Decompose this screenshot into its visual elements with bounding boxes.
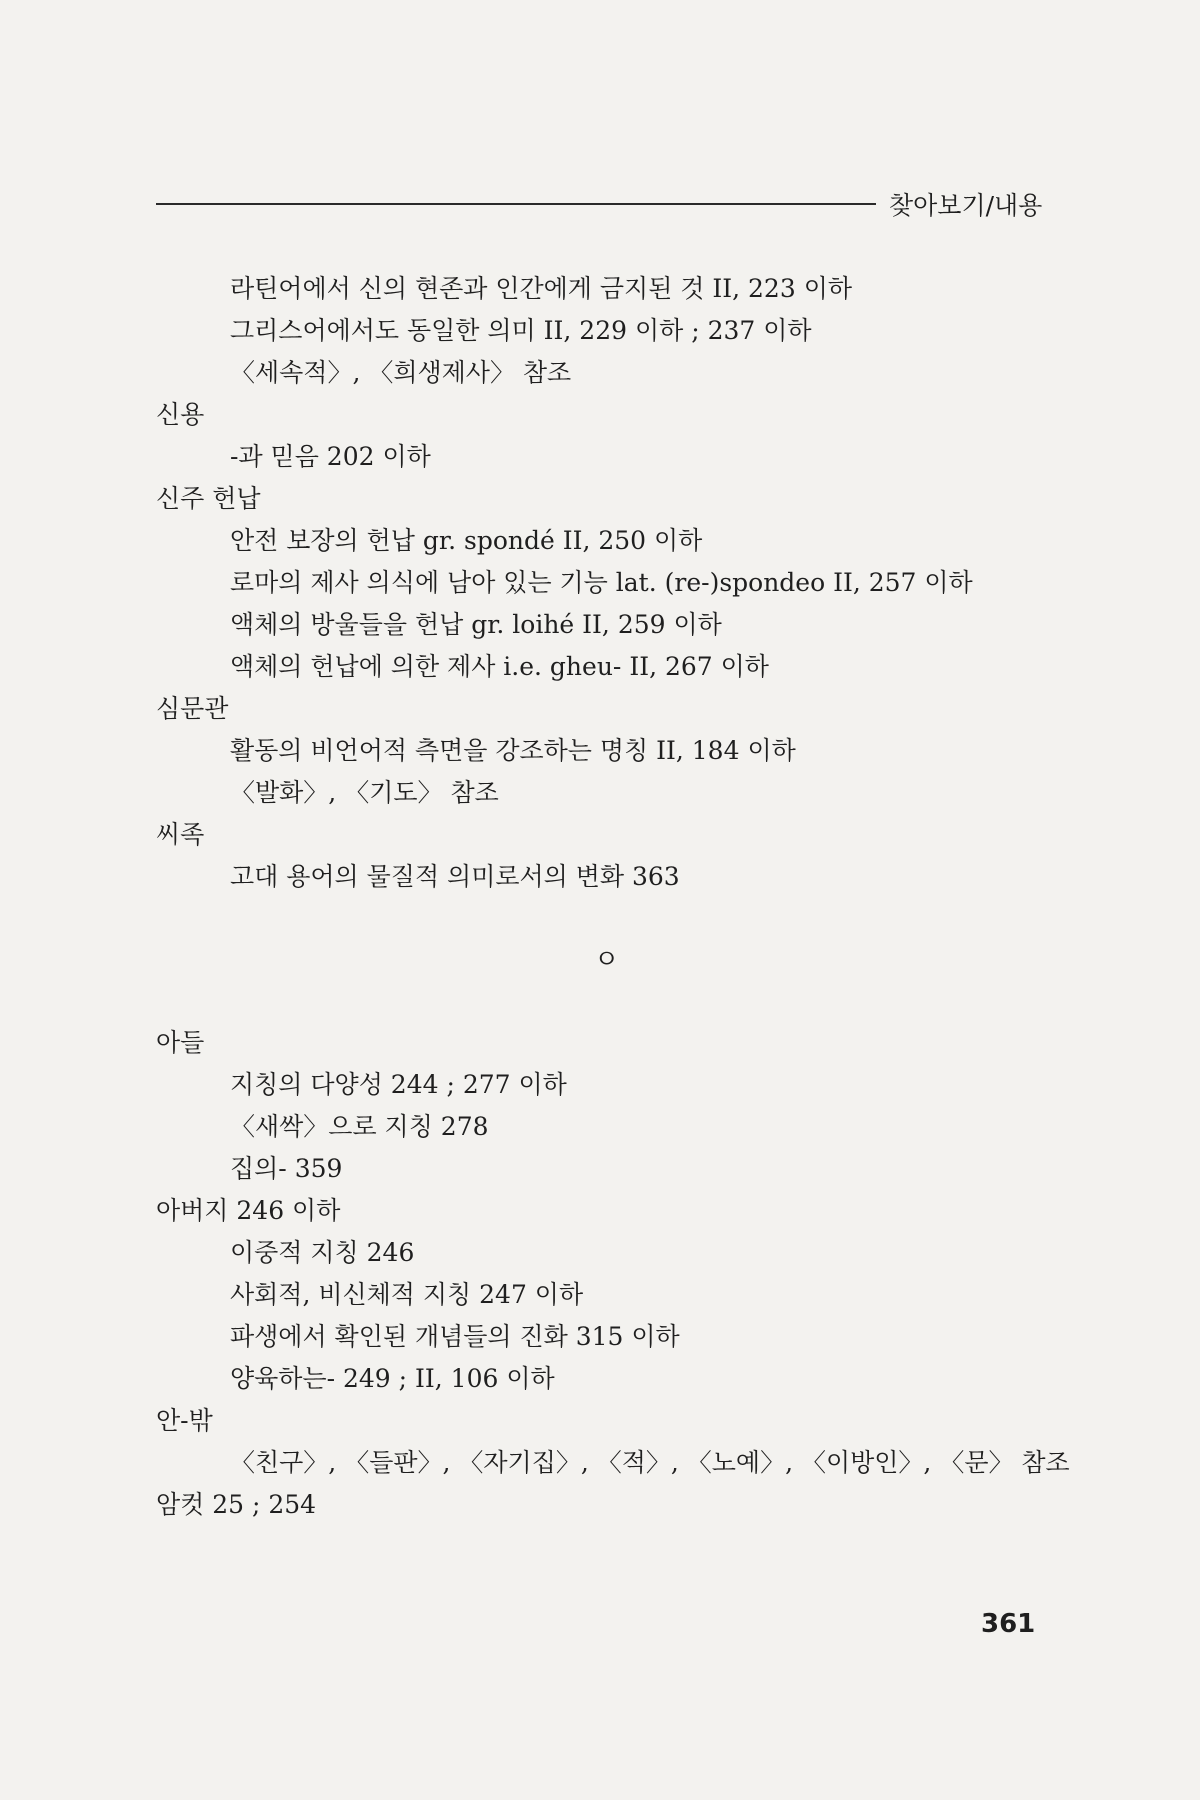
- index-entry-heading: 아들: [156, 1028, 205, 1057]
- index-subentry: 안전 보장의 헌납 gr. spondé II, 250 이하: [230, 526, 703, 555]
- index-subentry: 액체의 헌납에 의한 제사 i.e. gheu- II, 267 이하: [230, 652, 769, 681]
- index-subentry: 라틴어에서 신의 현존과 인간에게 금지된 것 II, 223 이하: [230, 274, 852, 303]
- index-subentry: 〈세속적〉, 〈희생제사〉 참조: [230, 358, 572, 387]
- index-entry-heading: 신주 헌납: [156, 484, 261, 513]
- index-entry-heading: 씨족: [156, 820, 205, 849]
- index-subentry: 〈새싹〉으로 지칭 278: [230, 1112, 489, 1141]
- index-entry-heading: 신용: [156, 400, 205, 429]
- index-subentry: -과 믿음 202 이하: [230, 442, 431, 471]
- index-entry-heading: 심문관: [156, 694, 229, 723]
- index-subentry: 파생에서 확인된 개념들의 진화 315 이하: [230, 1322, 680, 1351]
- index-subentry: 지칭의 다양성 244 ; 277 이하: [230, 1070, 567, 1099]
- index-subentry: 이중적 지칭 246: [230, 1238, 415, 1267]
- index-entry-heading: 안-밖: [156, 1406, 213, 1435]
- index-subentry: 사회적, 비신체적 지칭 247 이하: [230, 1280, 584, 1309]
- index-subentry: 로마의 제사 의식에 남아 있는 기능 lat. (re-)spondeo II, 257 이하: [230, 568, 973, 597]
- page-number: 361: [981, 1609, 1036, 1639]
- index-subentry: 집의- 359: [230, 1154, 343, 1183]
- index-subentry: 액체의 방울들을 헌납 gr. loihé II, 259 이하: [230, 610, 722, 639]
- section-letter: ㅇ: [594, 945, 620, 975]
- index-subentry: 〈친구〉, 〈들판〉, 〈자기집〉, 〈적〉, 〈노예〉, 〈이방인〉, 〈문〉 참조: [230, 1448, 1070, 1477]
- running-head: 찾아보기/내용: [889, 191, 1043, 220]
- header-rule: [156, 203, 876, 205]
- index-subentry: 〈발화〉, 〈기도〉 참조: [230, 778, 499, 807]
- index-subentry: 활동의 비언어적 측면을 강조하는 명칭 II, 184 이하: [230, 736, 796, 765]
- index-entry-heading: 암컷 25 ; 254: [156, 1490, 317, 1519]
- index-subentry: 그리스어에서도 동일한 의미 II, 229 이하 ; 237 이하: [230, 316, 812, 345]
- index-entry-heading: 아버지 246 이하: [156, 1196, 341, 1225]
- index-subentry: 양육하는- 249 ; II, 106 이하: [230, 1364, 555, 1393]
- index-subentry: 고대 용어의 물질적 의미로서의 변화 363: [230, 862, 680, 891]
- index-list: [156, 268, 1070, 1526]
